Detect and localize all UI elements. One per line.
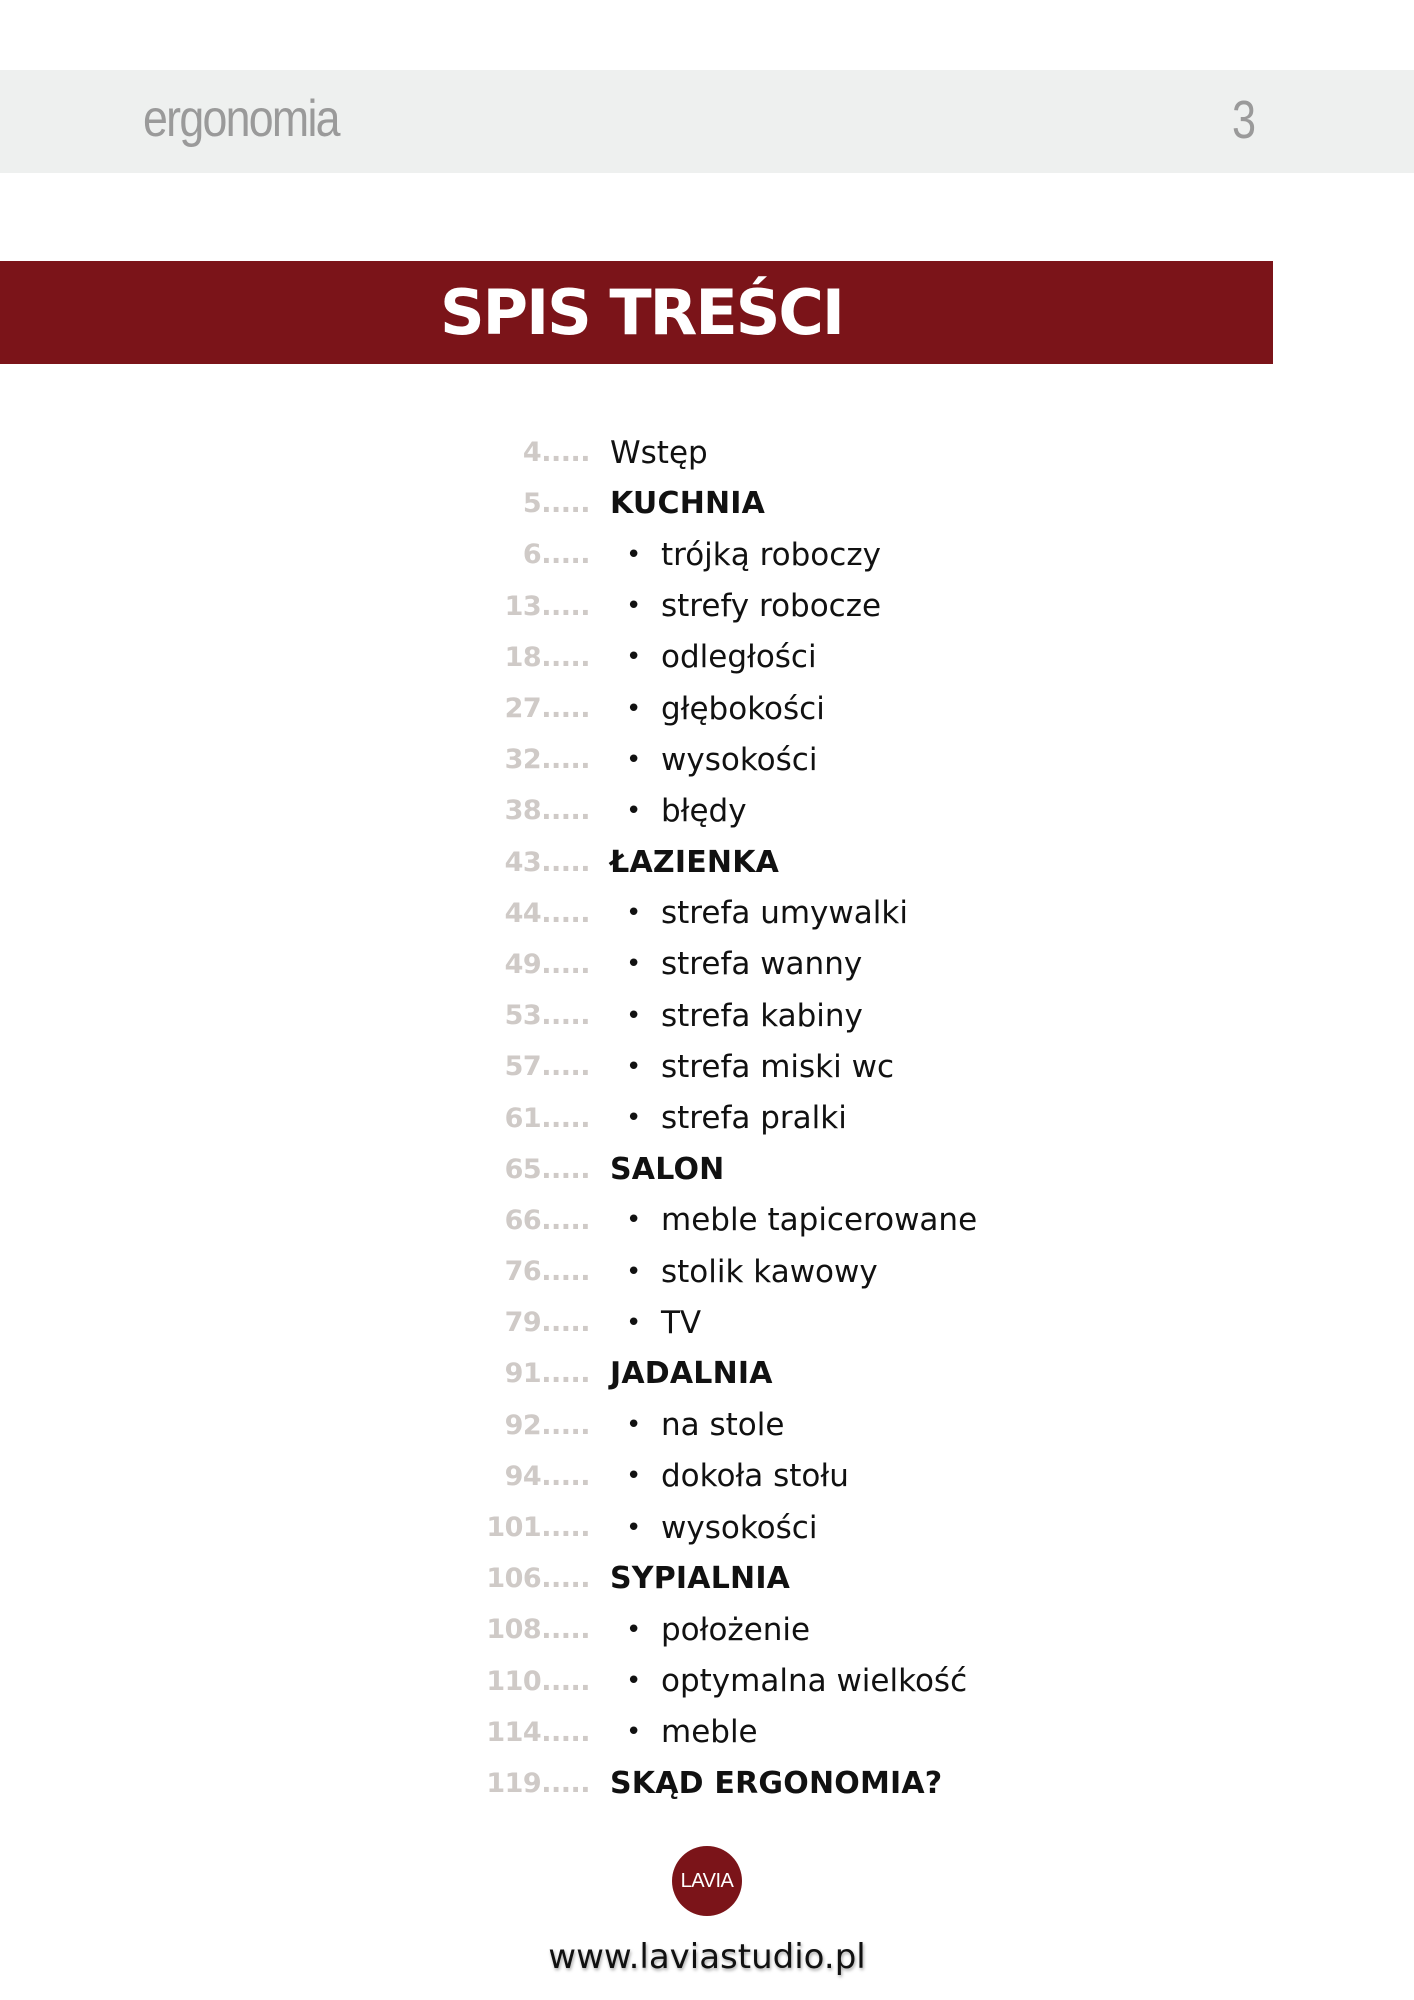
toc-section-label: SKĄD ERGONOMIA?	[610, 1765, 943, 1801]
toc-page-number: 94	[504, 1460, 542, 1492]
toc-label: odległości	[661, 639, 817, 676]
toc-page-number: 32	[504, 744, 542, 776]
toc-page-ref	[400, 1461, 590, 1492]
toc-entry[interactable]	[400, 478, 1100, 529]
toc-leader-dots: .....	[541, 539, 590, 571]
bullet-icon: •	[626, 1307, 642, 1338]
toc-page-ref	[400, 539, 590, 570]
toc-section-label: JADALNIA	[610, 1356, 773, 1392]
toc-entry[interactable]	[400, 581, 1100, 632]
toc-page-ref	[400, 1307, 590, 1338]
toc-page-ref	[400, 1000, 590, 1031]
toc-entry[interactable]	[400, 1092, 1100, 1143]
toc-page-number: 49	[504, 948, 542, 980]
toc-entry[interactable]	[400, 683, 1100, 734]
toc-page-number: 66	[504, 1204, 542, 1236]
lavia-logo	[672, 1846, 742, 1916]
toc-entry[interactable]	[400, 427, 1100, 478]
toc-page-number: 4	[522, 437, 542, 469]
toc-leader-dots: .....	[541, 1460, 590, 1492]
toc-page-ref	[400, 744, 590, 775]
toc-page-ref	[400, 1154, 590, 1185]
bullet-icon: •	[626, 898, 642, 929]
bullet-icon: •	[626, 642, 642, 673]
bullet-icon: •	[626, 1205, 642, 1236]
toc-page-number: 5	[522, 488, 542, 520]
toc-page-number: 108	[486, 1614, 542, 1646]
toc-page-ref	[400, 1256, 590, 1287]
bullet-icon: •	[626, 1717, 642, 1748]
bullet-icon: •	[626, 1461, 642, 1492]
toc-entry[interactable]	[400, 632, 1100, 683]
toc-page-ref	[400, 949, 590, 980]
bullet-icon: •	[626, 949, 642, 980]
toc-page-ref	[400, 642, 590, 673]
toc-leader-dots: .....	[541, 488, 590, 520]
toc-entry[interactable]	[400, 990, 1100, 1041]
toc-entry[interactable]	[400, 1758, 1100, 1809]
bullet-icon: •	[626, 1410, 642, 1441]
toc-page-number: 79	[504, 1307, 542, 1339]
toc-page-number: 44	[504, 897, 542, 929]
toc-leader-dots: .....	[541, 948, 590, 980]
bullet-icon: •	[626, 1512, 642, 1543]
toc-leader-dots: .....	[541, 897, 590, 929]
toc-entry[interactable]	[400, 837, 1100, 888]
toc-page-number: 38	[504, 795, 542, 827]
toc-page-ref	[400, 1103, 590, 1134]
toc-page-ref	[400, 488, 590, 519]
toc-page-ref	[400, 591, 590, 622]
toc-leader-dots: .....	[541, 1051, 590, 1083]
toc-page-ref	[400, 693, 590, 724]
toc-leader-dots: .....	[541, 846, 590, 878]
toc-entry[interactable]	[400, 1246, 1100, 1297]
toc-leader-dots: .....	[541, 1409, 590, 1441]
toc-entry[interactable]	[400, 888, 1100, 939]
toc-page-number: 27	[504, 693, 542, 725]
toc-leader-dots: .....	[541, 1307, 590, 1339]
toc-label: strefa umywalki	[661, 895, 908, 932]
toc-leader-dots: .....	[541, 744, 590, 776]
toc-label: strefa miski wc	[661, 1048, 894, 1085]
toc-label: strefa kabiny	[661, 997, 863, 1034]
toc-leader-dots: .....	[541, 1767, 590, 1799]
toc-page-number: 91	[504, 1358, 542, 1390]
page-number: 3	[1232, 90, 1257, 150]
toc-entry[interactable]	[400, 1195, 1100, 1246]
toc-label: strefy robocze	[661, 588, 882, 625]
toc-page-ref	[400, 1768, 590, 1799]
bullet-icon: •	[626, 693, 642, 724]
toc-page-ref	[400, 1614, 590, 1645]
toc-page-ref	[400, 1358, 590, 1389]
toc-entry[interactable]	[400, 1502, 1100, 1553]
toc-page-ref	[400, 1512, 590, 1543]
toc-label: wysokości	[661, 741, 818, 778]
toc-page-number: 76	[504, 1256, 542, 1288]
bullet-icon: •	[626, 1103, 642, 1134]
toc-entry[interactable]	[400, 734, 1100, 785]
toc-leader-dots: .....	[541, 1614, 590, 1646]
toc-leader-dots: .....	[541, 1665, 590, 1697]
toc-section-label: KUCHNIA	[610, 486, 766, 522]
toc-page-ref	[400, 1717, 590, 1748]
toc-label: położenie	[661, 1611, 811, 1648]
bullet-icon: •	[626, 1666, 642, 1697]
toc-leader-dots: .....	[541, 1716, 590, 1748]
toc-leader-dots: .....	[541, 1563, 590, 1595]
toc-label: wysokości	[661, 1509, 818, 1546]
toc-page-ref	[400, 898, 590, 929]
toc-entry[interactable]	[400, 1297, 1100, 1348]
toc-page-number: 53	[504, 1000, 542, 1032]
toc-section-label: SALON	[610, 1151, 725, 1187]
toc-leader-dots: .....	[541, 1256, 590, 1288]
header-title: ergonomia	[143, 90, 339, 148]
toc-leader-dots: .....	[541, 1204, 590, 1236]
toc-leader-dots: .....	[541, 590, 590, 622]
toc-entry[interactable]	[400, 1041, 1100, 1092]
toc-page-number: 57	[504, 1051, 542, 1083]
toc-entry[interactable]	[400, 939, 1100, 990]
toc-page-number: 119	[486, 1767, 542, 1799]
toc-label: optymalna wielkość	[661, 1663, 968, 1700]
toc-label: strefa pralki	[661, 1100, 847, 1137]
toc-label: TV	[661, 1304, 702, 1341]
toc-page-number: 114	[486, 1716, 542, 1748]
toc-page-number: 18	[504, 641, 542, 673]
bullet-icon: •	[626, 744, 642, 775]
bullet-icon: •	[626, 1256, 642, 1287]
toc-section-label: SYPIALNIA	[610, 1561, 791, 1597]
website-link[interactable]: www.laviastudio.pl	[548, 1937, 866, 1977]
toc-page-ref	[400, 795, 590, 826]
toc-leader-dots: .....	[541, 1000, 590, 1032]
toc-page-ref	[400, 437, 590, 468]
bullet-icon: •	[626, 795, 642, 826]
toc-page-number: 13	[504, 590, 542, 622]
toc-entry[interactable]	[400, 785, 1100, 836]
toc-entry[interactable]	[400, 1400, 1100, 1451]
toc-leader-dots: .....	[541, 641, 590, 673]
toc-page-ref	[400, 1051, 590, 1082]
toc-leader-dots: .....	[541, 693, 590, 725]
toc-page-ref	[400, 1563, 590, 1594]
table-of-contents	[400, 427, 1100, 1809]
toc-page-ref	[400, 1205, 590, 1236]
toc-page-number: 6	[522, 539, 542, 571]
toc-entry[interactable]	[400, 1604, 1100, 1655]
toc-label: dokoła stołu	[661, 1458, 849, 1495]
bullet-icon: •	[626, 1614, 642, 1645]
bullet-icon: •	[626, 1051, 642, 1082]
toc-leader-dots: .....	[541, 1512, 590, 1544]
toc-label: trójką roboczy	[661, 536, 881, 573]
toc-entry[interactable]	[400, 1348, 1100, 1399]
toc-page-number: 101	[486, 1512, 542, 1544]
toc-page-ref	[400, 1666, 590, 1697]
bullet-icon: •	[626, 1000, 642, 1031]
toc-label: głębokości	[661, 690, 825, 727]
toc-page-number: 61	[504, 1102, 542, 1134]
toc-label: błędy	[661, 792, 747, 829]
toc-entry[interactable]	[400, 1707, 1100, 1758]
toc-label: meble tapicerowane	[661, 1202, 978, 1239]
toc-page-number: 92	[504, 1409, 542, 1441]
toc-leader-dots: .....	[541, 437, 590, 469]
toc-label: na stole	[661, 1407, 785, 1444]
toc-page-number: 65	[504, 1153, 542, 1185]
toc-section-label: ŁAZIENKA	[610, 844, 780, 880]
toc-leader-dots: .....	[541, 795, 590, 827]
toc-page-number: 110	[486, 1665, 542, 1697]
toc-page-ref	[400, 847, 590, 878]
toc-page-number: 43	[504, 846, 542, 878]
page-title: SPIS TREŚCI	[439, 276, 843, 349]
toc-page-number: 106	[486, 1563, 542, 1595]
toc-entry[interactable]	[400, 529, 1100, 580]
toc-label: strefa wanny	[661, 946, 863, 983]
logo-text: LAVIA	[680, 1869, 734, 1892]
toc-label: meble	[661, 1714, 758, 1751]
toc-label: stolik kawowy	[661, 1253, 878, 1290]
toc-entry[interactable]	[400, 1451, 1100, 1502]
toc-label: Wstęp	[610, 434, 708, 471]
bullet-icon: •	[626, 539, 642, 570]
toc-entry[interactable]	[400, 1144, 1100, 1195]
bullet-icon: •	[626, 591, 642, 622]
toc-entry[interactable]	[400, 1553, 1100, 1604]
title-bar	[0, 261, 1273, 364]
toc-leader-dots: .....	[541, 1153, 590, 1185]
toc-leader-dots: .....	[541, 1358, 590, 1390]
toc-leader-dots: .....	[541, 1102, 590, 1134]
toc-page-ref	[400, 1410, 590, 1441]
toc-entry[interactable]	[400, 1656, 1100, 1707]
